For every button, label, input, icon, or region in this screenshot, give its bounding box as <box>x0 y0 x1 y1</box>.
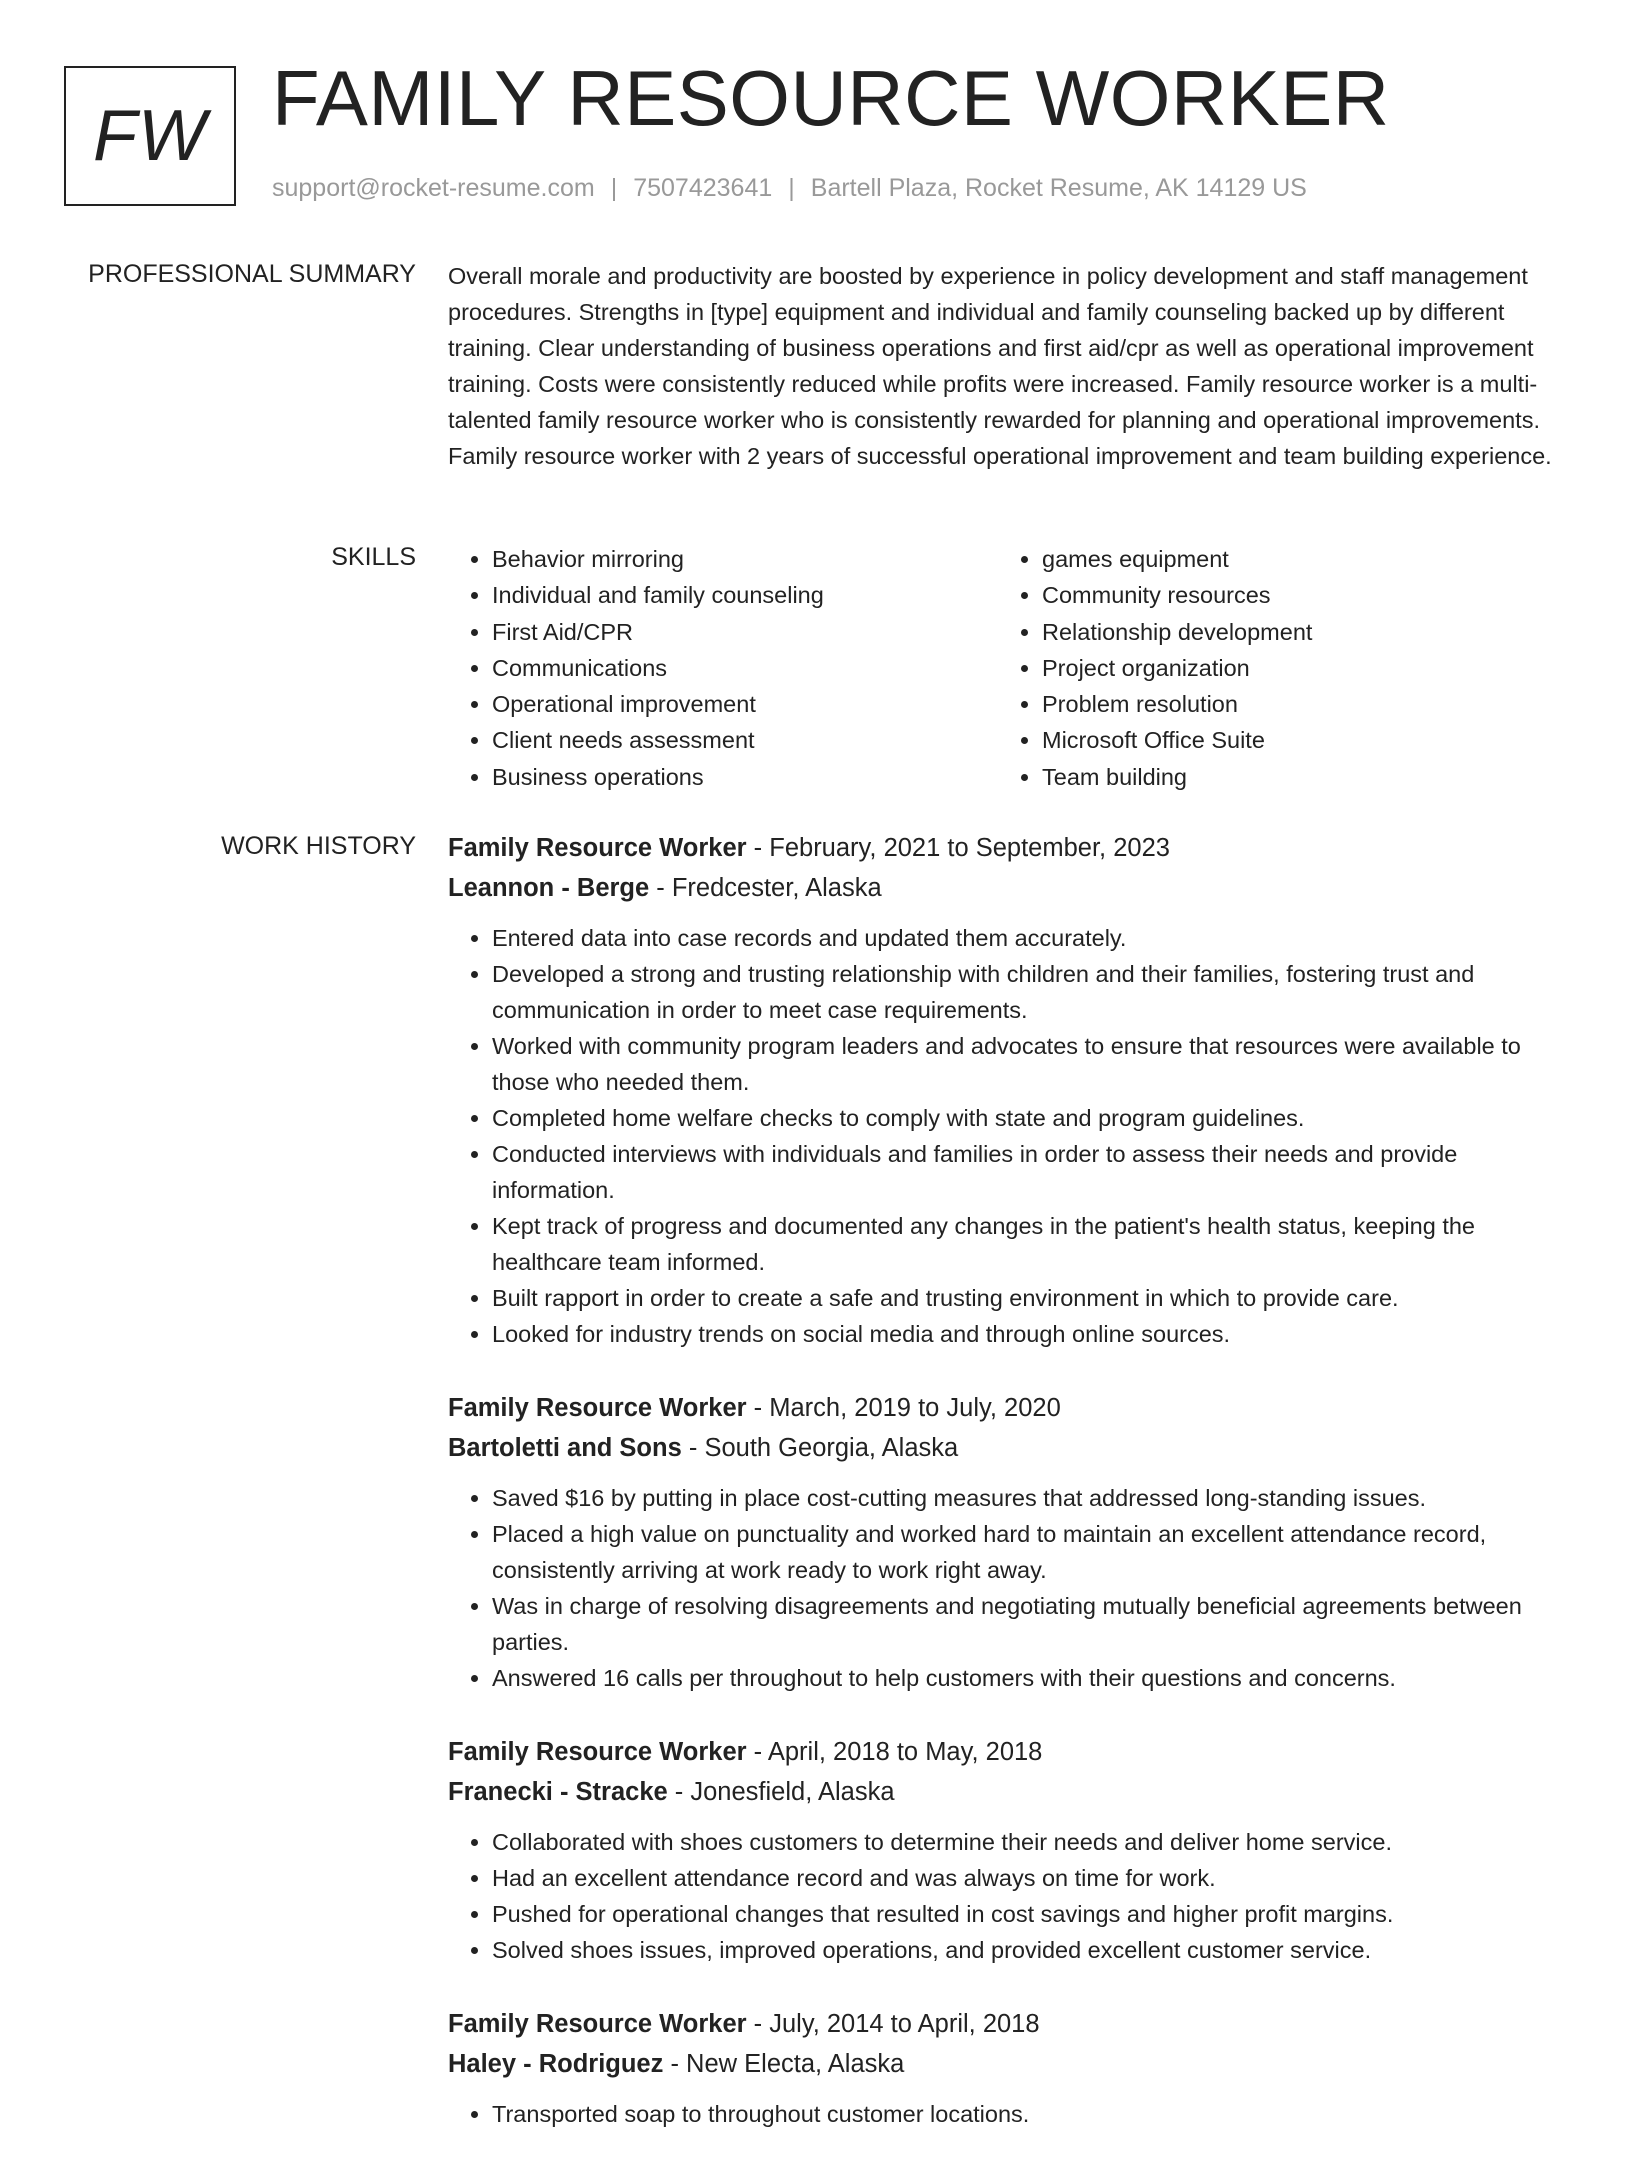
job-dates: February, 2021 to September, 2023 <box>769 834 1170 862</box>
job-dash: - <box>746 834 770 862</box>
job-title-line <box>448 1388 1558 1428</box>
job-company: Haley - Rodriguez <box>448 2050 664 2078</box>
job-company-line <box>448 1772 1558 1812</box>
job-duties-list <box>448 2096 1558 2132</box>
job-dash: - <box>681 1434 705 1462</box>
summary-text: Overall morale and productivity are boosted by experience in policy development and staff management procedures. Strengths in [type] equipment and individual and family counseling backed up by different training. Clear understanding of business operations and first aid/cpr as well as operational improvement training. Costs were consistently reduced while profits were increased. Family resource worker is a multi-talented family resource worker who is consistently rewarded for planning and operational improvements. Family resource worker with 2 years of successful operational improvement and team building experience. <box>448 263 1552 469</box>
job-title-line <box>448 2004 1558 2044</box>
job-duty-item: • Pushed for operational changes that resulted in cost savings and higher profit margins. <box>492 1896 1558 1932</box>
job-location: New Electa, Alaska <box>686 2050 905 2078</box>
skill-item: • games equipment <box>1042 541 1548 577</box>
summary-heading: PROFESSIONAL SUMMARY <box>88 260 416 288</box>
job-duties-list <box>448 1824 1558 1968</box>
job-title: Family Resource Worker <box>448 2010 747 2038</box>
contact-line <box>272 174 1307 203</box>
job-company-line <box>448 1428 1558 1468</box>
contact-separator: | <box>788 174 795 202</box>
job-duty-item: • Conducted interviews with individuals and families in order to assess their needs and provide information. <box>492 1136 1558 1208</box>
job-duty-item: • Had an excellent attendance record and was always on time for work. <box>492 1860 1558 1896</box>
job-entry <box>448 828 1558 1352</box>
job-title-line <box>448 1732 1558 1772</box>
skill-item: • Communications <box>492 650 998 686</box>
job-duty-item: • Looked for industry trends on social media and through online sources. <box>492 1316 1558 1352</box>
job-dash: - <box>667 1778 691 1806</box>
job-duty-item: • Answered 16 calls per throughout to help customers with their questions and concerns. <box>492 1660 1558 1696</box>
job-duty-item: • Entered data into case records and updated them accurately. <box>492 920 1558 956</box>
job-dash: - <box>649 874 672 902</box>
contact-email: support@rocket-resume.com <box>272 174 595 202</box>
job-entry <box>448 1732 1558 1968</box>
skill-item: • Project organization <box>1042 650 1548 686</box>
job-title: Family Resource Worker <box>448 1394 747 1422</box>
job-dates: March, 2019 to July, 2020 <box>769 1394 1061 1422</box>
job-duty-item: • Saved $16 by putting in place cost-cutting measures that addressed long-standing issues. <box>492 1480 1558 1516</box>
skill-item: • Community resources <box>1042 577 1548 613</box>
job-location: Jonesfield, Alaska <box>690 1778 895 1806</box>
monogram-box <box>64 66 236 206</box>
skill-item: • Client needs assessment <box>492 722 998 758</box>
job-dates: April, 2018 to May, 2018 <box>767 1738 1043 1766</box>
job-duties-list <box>448 920 1558 1352</box>
job-duty-item: • Collaborated with shoes customers to determine their needs and deliver home service. <box>492 1824 1558 1860</box>
job-location: Fredcester, Alaska <box>671 874 882 902</box>
skill-item: • Individual and family counseling <box>492 577 998 613</box>
job-title: Family Resource Worker <box>448 834 747 862</box>
job-dash: - <box>746 1394 770 1422</box>
job-dash: - <box>746 2010 770 2038</box>
skill-item: • Business operations <box>492 759 998 795</box>
skill-item: • Microsoft Office Suite <box>1042 722 1548 758</box>
job-duty-item: • Transported soap to throughout customer locations. <box>492 2096 1558 2132</box>
summary-body <box>448 258 1558 474</box>
monogram-initials: FW <box>93 96 207 176</box>
skill-item: • Problem resolution <box>1042 686 1548 722</box>
skill-item: • Behavior mirroring <box>492 541 998 577</box>
job-company: Leannon - Berge <box>448 874 650 902</box>
job-duty-item: • Worked with community program leaders and advocates to ensure that resources were available to those who needed them. <box>492 1028 1558 1100</box>
work-history-body <box>448 828 1558 2168</box>
job-location: South Georgia, Alaska <box>704 1434 959 1462</box>
job-company: Franecki - Stracke <box>448 1778 668 1806</box>
skill-item: • Team building <box>1042 759 1548 795</box>
job-duty-item: • Solved shoes issues, improved operations, and provided excellent customer service. <box>492 1932 1558 1968</box>
job-duty-item: • Was in charge of resolving disagreements and negotiating mutually beneficial agreements between parties. <box>492 1588 1558 1660</box>
job-dates: July, 2014 to April, 2018 <box>769 2010 1040 2038</box>
skills-body <box>448 541 1558 795</box>
skills-heading: SKILLS <box>331 543 416 571</box>
job-duty-item: • Developed a strong and trusting relationship with children and their families, fostering trust and communication in order to meet case requirements. <box>492 956 1558 1028</box>
job-company: Bartoletti and Sons <box>448 1434 682 1462</box>
contact-phone: 7507423641 <box>633 174 773 202</box>
job-dash: - <box>663 2050 687 2078</box>
job-company-line <box>448 868 1558 908</box>
job-entry <box>448 2004 1558 2132</box>
skill-item: • Relationship development <box>1042 614 1548 650</box>
job-duties-list <box>448 1480 1558 1696</box>
job-duty-item: • Built rapport in order to create a safe and trusting environment in which to provide care. <box>492 1280 1558 1316</box>
job-title: Family Resource Worker <box>448 1738 747 1766</box>
skills-list-right <box>998 541 1548 795</box>
job-entry <box>448 1388 1558 1696</box>
skills-list-left <box>448 541 998 795</box>
skill-item: • Operational improvement <box>492 686 998 722</box>
skill-item: • First Aid/CPR <box>492 614 998 650</box>
job-duty-item: • Placed a high value on punctuality and worked hard to maintain an excellent attendance record, consistently arriving at work ready to work right away. <box>492 1516 1558 1588</box>
job-company-line <box>448 2044 1558 2084</box>
job-duty-item: • Kept track of progress and documented any changes in the patient's health status, keeping the healthcare team informed. <box>492 1208 1558 1280</box>
work-history-heading: WORK HISTORY <box>221 832 416 860</box>
resume-title: FAMILY RESOURCE WORKER <box>272 54 1390 142</box>
job-title-line <box>448 828 1558 868</box>
contact-separator: | <box>610 174 618 202</box>
job-dash: - <box>746 1738 768 1766</box>
contact-address: Bartell Plaza, Rocket Resume, AK 14129 US <box>810 174 1307 202</box>
job-duty-item: • Completed home welfare checks to comply with state and program guidelines. <box>492 1100 1558 1136</box>
